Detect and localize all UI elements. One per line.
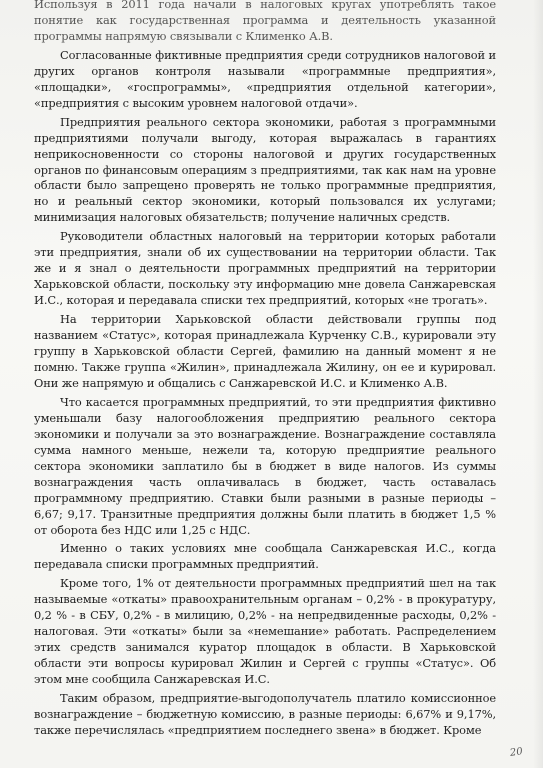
paragraph-1: Используя в 2011 года начали в налоговых кругах употреблять такое понятие как государственная программа и деятельность указанной программы напрямую связывали с Клименко А.В. — [34, 0, 496, 43]
scan-edge-shadow — [533, 0, 543, 768]
paragraph-4: Руководители областных налоговый на территории которых работали эти предприятия, знали об их существовании на территории области. Так же и я знал о деятельности программных предприятий на территории Харьковской области, поскольку эту информацию мне довела Санжаревская И.С., которая и передавала списки тех предприятий, которых «не трогать». — [34, 229, 496, 308]
paragraph-8: Кроме того, 1% от деятельности программных предприятий шел на так называемые «откаты» правоохранительным органам – 0,2% - в прокуратуру, 0,2 % - в СБУ, 0,2% - в милицию, 0,2% - на непредвиденные расходы, 0,2% - налоговая. Эти «откаты» были за «немешание» работать. Распределением этих средств занимался куратор площадок в области. В Харьковской области эти вопросы курировал Жилин и Сергей с группы «Статус». Об этом мне сообщила Санжаревская И.С. — [34, 576, 496, 687]
paragraph-6: Что касается программных предприятий, то эти предприятия фиктивно уменьшали базу налогообложения предприятию реального сектора экономики и получали за это вознаграждение. Вознаграждение составляла сумма намного меньше, нежели та, которую предприятие реального сектора экономики заплатило бы в бюджет в виде налогов. Из суммы вознаграждения часть оплачивалась в бюджет, часть оставалась программному предприятию. Ставки были разными в разные периоды – 6,67; 9,17. Транзитные предприятия должны были платить в бюджет 1,5 % от оборота без НДС или 1,25 с НДС. — [34, 394, 496, 537]
paragraph-2: Согласованные фиктивные предприятия среди сотрудников налоговой и других органов контроля называли «программные предприятия», «площадки», «госпрограммы», «предприятия отдельной категории», «предприятия с высоким уровнем налоговой отдачи». — [34, 47, 496, 110]
paragraph-9: Таким образом, предприятие-выгодополучатель платило комиссионное вознаграждение – бюджетную комиссию, в разные периоды: 6,67% и 9,17%, также перечислялась «предприятием последнего звена» в бюджет. Кроме — [34, 691, 496, 737]
paragraph-3: Предприятия реального сектора экономики, работая з программными предприятиями получали выгоду, которая выражалась в гарантиях неприкосновенности со стороны налоговой и других государственных органов по финансовым операциям з предприятиями, так как нам на уровне области было запрещено проверять не только программные предприятия, но и реальный сектор экономики, который пользовался их услугами; минимизация налоговых обязательств; получение наличных средств. — [34, 114, 496, 225]
paragraph-7: Именно о таких условиях мне сообщала Санжаревская И.С., когда передавала списки программных предприятий. — [34, 541, 496, 572]
document-body — [34, 0, 496, 742]
paragraph-5: На территории Харьковской области действовали группы под названием «Статус», которая принадлежала Курченку С.В., курировали эту группу в Харьковской области Сергей, фамилию на данный момент я не помню. Также группа «Жилин», принадлежала Жилину, он ее и курировал. Они же напрямую и общались с Санжаревской И.С. и Клименко А.В. — [34, 312, 496, 390]
page-number: 20 — [509, 746, 524, 759]
